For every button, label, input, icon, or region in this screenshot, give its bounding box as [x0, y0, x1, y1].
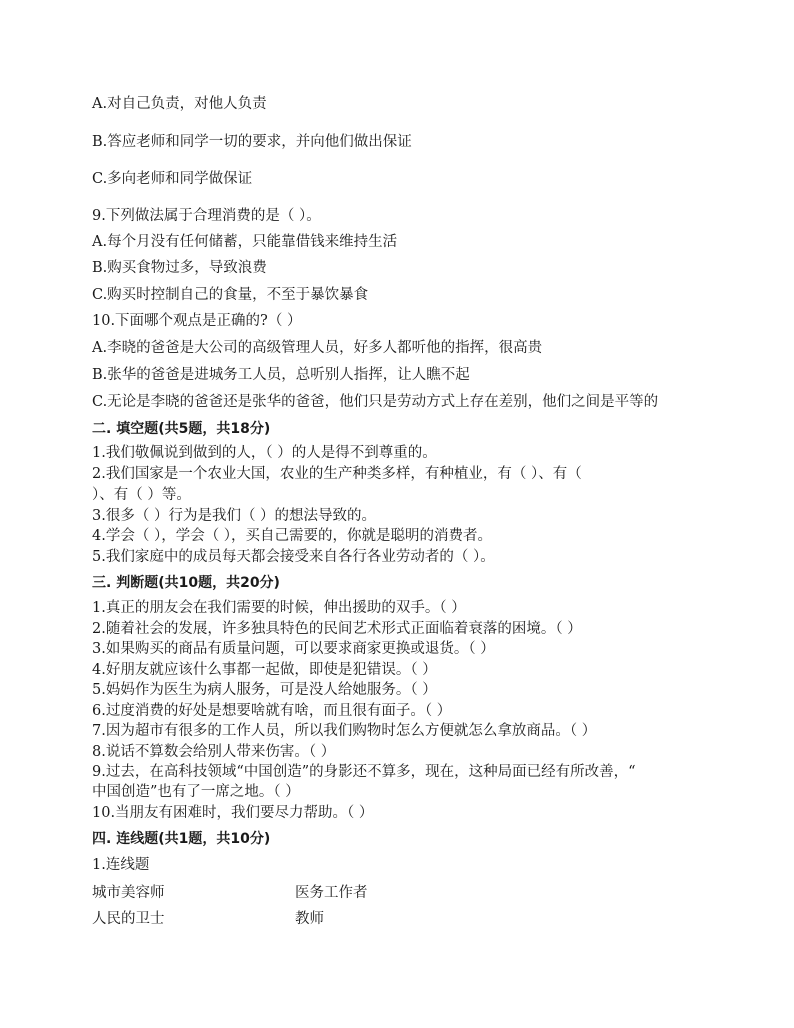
tf-q8: 8.说话不算数会给别人带来伤害。（ ）	[92, 744, 336, 760]
tf-q5: 5.妈妈作为医生为病人服务，可是没人给她服务。（ ）	[92, 682, 437, 698]
match-question: 1.连线题	[92, 857, 150, 873]
match-left-item: 人民的卫士	[92, 911, 165, 927]
tf-q9-line1: 9.过去，在高科技领域“中国创造”的身影还不算多，现在，这种局面已经有所改善，“	[92, 764, 636, 780]
q9-option-b: B.购买食物过多，导致浪费	[92, 260, 267, 276]
q10-stem: 10.下面哪个观点是正确的?（ ）	[92, 313, 302, 329]
tf-q6: 6.过度消费的好处是想要啥就有啥，而且很有面子。（ ）	[92, 703, 452, 719]
q8-option-b: B.答应老师和同学一切的要求，并向他们做出保证	[92, 134, 412, 150]
tf-q9-line2: 中国创造”也有了一席之地。（ ）	[92, 784, 300, 800]
q9-option-a: A.每个月没有任何储蓄，只能靠借钱来维持生活	[92, 234, 398, 250]
tf-q10: 10.当朋友有困难时，我们要尽力帮助。（ ）	[92, 805, 374, 821]
q8-option-a: A.对自己负责，对他人负责	[92, 96, 267, 112]
section-heading-fill-in: 二. 填空题(共5题，共18分)	[92, 421, 271, 437]
q10-option-a: A.李晓的爸爸是大公司的高级管理人员，好多人都听他的指挥，很高贵	[92, 340, 543, 356]
q10-option-b: B.张华的爸爸是进城务工人员，总听别人指挥，让人瞧不起	[92, 367, 470, 383]
match-left-item: 城市美容师	[92, 885, 165, 901]
q8-option-c: C.多向老师和同学做保证	[92, 171, 253, 187]
fill-q2-line2: ）、有（ ）等。	[92, 487, 191, 503]
tf-q3: 3.如果购买的商品有质量问题，可以要求商家更换或退货。（ ）	[92, 641, 495, 657]
tf-q2: 2.随着社会的发展，许多独具特色的民间艺术形式正面临着衰落的困境。（ ）	[92, 621, 582, 637]
match-right-item: 教师	[295, 911, 324, 927]
section-heading-true-false: 三. 判断题(共10题，共20分)	[92, 575, 280, 591]
tf-q4: 4.好朋友就应该什么事都一起做，即使是犯错误。（ ）	[92, 662, 437, 678]
fill-q4: 4.学会（ ），学会（ ），买自己需要的，你就是聪明的消费者。	[92, 528, 493, 544]
match-right-item: 医务工作者	[295, 885, 368, 901]
fill-q1: 1.我们敬佩说到做到的人，（ ）的人是得不到尊重的。	[92, 445, 437, 461]
q9-stem: 9.下列做法属于合理消费的是（ ）。	[92, 208, 321, 224]
tf-q7: 7.因为超市有很多的工作人员，所以我们购物时怎么方便就怎么拿放商品。（ ）	[92, 723, 597, 739]
tf-q1: 1.真正的朋友会在我们需要的时候，伸出援助的双手。（ ）	[92, 600, 466, 616]
fill-q3: 3.很多（ ）行为是我们（ ）的想法导致的。	[92, 508, 377, 524]
fill-q5: 5.我们家庭中的成员每天都会接受来自各行各业劳动者的（ ）。	[92, 549, 495, 565]
fill-q2-line1: 2.我们国家是一个农业大国，农业的生产种类多样，有种植业，有（ ）、有（	[92, 466, 582, 482]
q10-option-c: C.无论是李晓的爸爸还是张华的爸爸，他们只是劳动方式上存在差别，他们之间是平等的	[92, 394, 659, 410]
q9-option-c: C.购买时控制自己的食量，不至于暴饮暴食	[92, 287, 369, 303]
section-heading-matching: 四. 连线题(共1题，共10分)	[92, 831, 271, 847]
